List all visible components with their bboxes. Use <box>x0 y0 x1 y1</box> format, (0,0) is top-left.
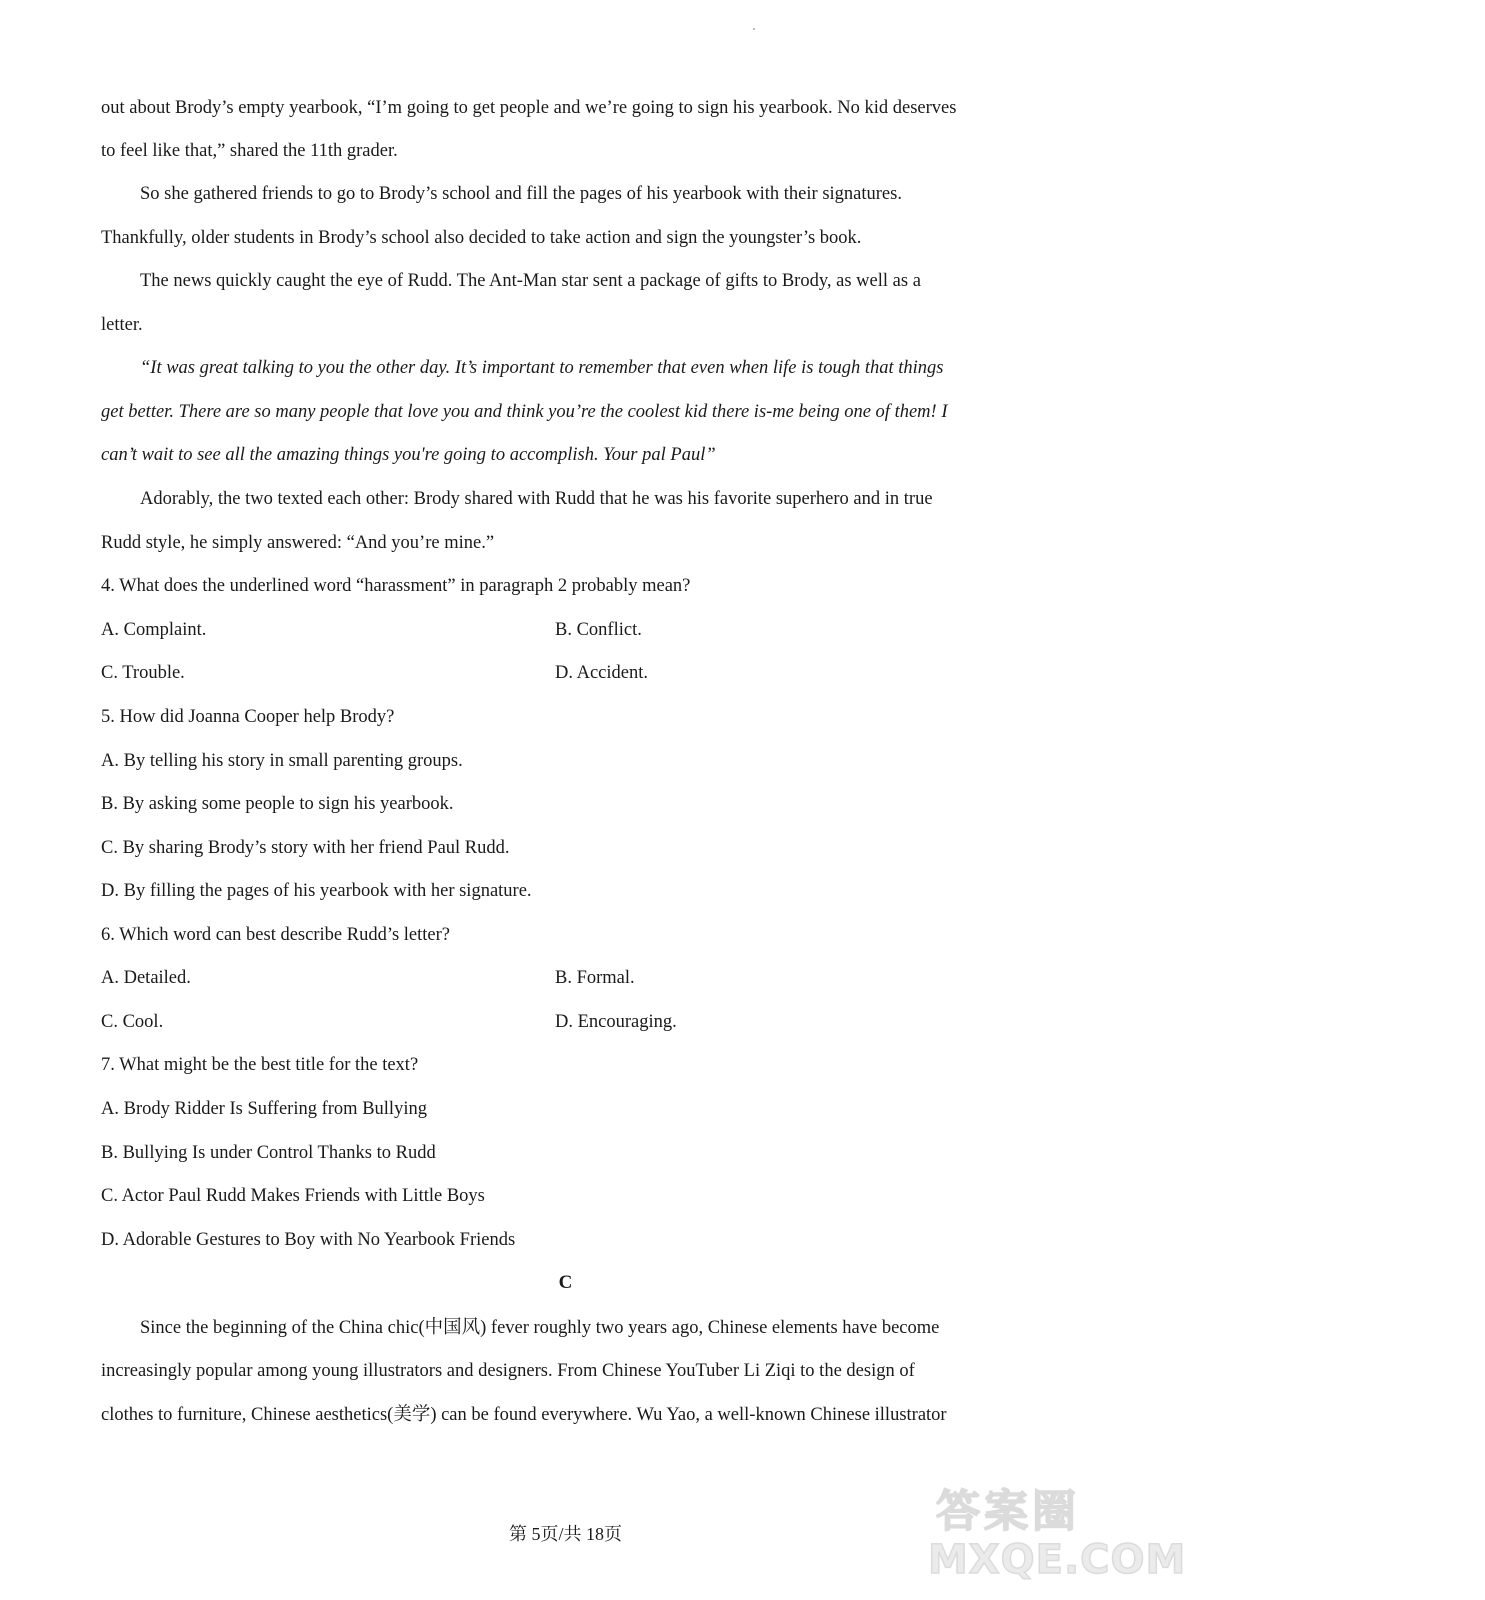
watermark-top-text: 答案圈 <box>936 1486 1080 1537</box>
question-4-option-b: B. Conflict. <box>555 620 642 640</box>
letter-quote-line: get better. There are so many people that love you and think you’re the coolest kid there is-me being one of them! I <box>101 402 948 422</box>
question-5-option-d: D. By filling the pages of his yearbook with her signature. <box>101 881 532 901</box>
question-4-option-c: C. Trouble. <box>101 663 185 683</box>
question-4-option-d: D. Accident. <box>555 663 648 683</box>
question-4-option-a: A. Complaint. <box>101 620 207 640</box>
watermark-logo <box>928 1475 1187 1595</box>
page-number-footer: 第 5页/共 18页 <box>508 1524 622 1544</box>
passage-line: So she gathered friends to go to Brody’s school and fill the pages of his yearbook with their signatures. <box>140 184 902 204</box>
question-6-option-b: B. Formal. <box>555 968 635 988</box>
section-c-heading: C <box>558 1272 573 1293</box>
question-5-stem: 5. How did Joanna Cooper help Brody? <box>101 707 395 727</box>
question-5-option-a: A. By telling his story in small parenting groups. <box>101 751 463 771</box>
question-7-option-d: D. Adorable Gestures to Boy with No Yearbook Friends <box>101 1230 516 1250</box>
passage-line: letter. <box>101 315 143 335</box>
scan-speck <box>753 28 755 30</box>
section-c-line: increasingly popular among young illustrators and designers. From Chinese YouTuber Li Ziqi to the design of <box>101 1361 915 1381</box>
question-6-option-a: A. Detailed. <box>101 968 191 988</box>
letter-quote-line: “It was great talking to you the other day. It’s important to remember that even when life is tough that things <box>140 358 944 378</box>
passage-line: The news quickly caught the eye of Rudd. The Ant-Man star sent a package of gifts to Brody, as well as a <box>140 271 921 291</box>
question-7-option-a: A. Brody Ridder Is Suffering from Bullying <box>101 1099 427 1119</box>
passage-line: out about Brody’s empty yearbook, “I’m going to get people and we’re going to sign his yearbook. No kid deserves <box>101 98 957 118</box>
question-7-option-c: C. Actor Paul Rudd Makes Friends with Little Boys <box>101 1186 485 1206</box>
question-7-option-b: B. Bullying Is under Control Thanks to Rudd <box>101 1143 436 1163</box>
watermark-bottom-text: MXQE.COM <box>928 1537 1187 1583</box>
question-5-option-c: C. By sharing Brody’s story with her friend Paul Rudd. <box>101 838 510 858</box>
question-4-stem: 4. What does the underlined word “harassment” in paragraph 2 probably mean? <box>101 576 691 596</box>
passage-line: Thankfully, older students in Brody’s school also decided to take action and sign the youngster’s book. <box>101 228 862 248</box>
question-5-option-b: B. By asking some people to sign his yearbook. <box>101 794 454 814</box>
passage-line: Adorably, the two texted each other: Brody shared with Rudd that he was his favorite superhero and in true <box>140 489 933 509</box>
section-c-line: clothes to furniture, Chinese aesthetics(美学) can be found everywhere. Wu Yao, a well-known Chinese illustrator <box>101 1405 947 1425</box>
question-6-option-d: D. Encouraging. <box>555 1012 677 1032</box>
passage-line: Rudd style, he simply answered: “And you’re mine.” <box>101 533 495 553</box>
section-c-line: Since the beginning of the China chic(中国风) fever roughly two years ago, Chinese elements have become <box>140 1318 940 1338</box>
question-6-option-c: C. Cool. <box>101 1012 164 1032</box>
question-6-stem: 6. Which word can best describe Rudd’s letter? <box>101 925 450 945</box>
passage-line: to feel like that,” shared the 11th grader. <box>101 141 398 161</box>
question-7-stem: 7. What might be the best title for the text? <box>101 1055 419 1075</box>
letter-quote-line: can’t wait to see all the amazing things you're going to accomplish. Your pal Paul” <box>101 445 716 465</box>
